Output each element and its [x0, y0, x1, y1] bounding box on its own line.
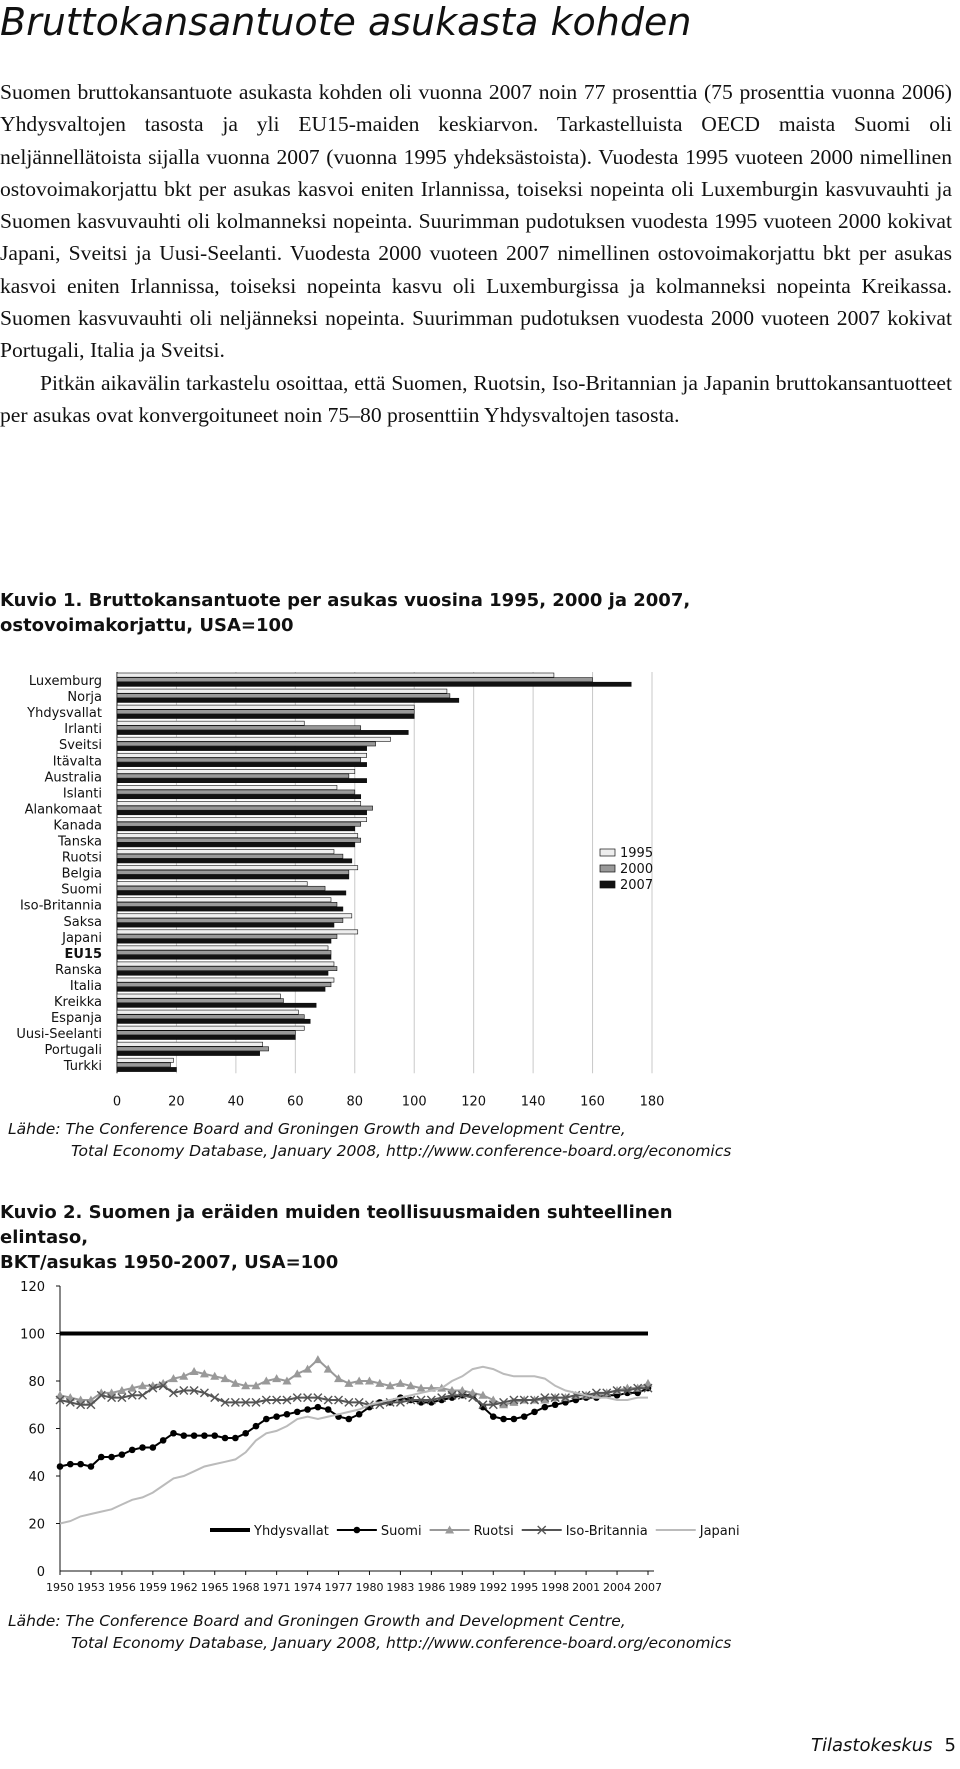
- bar-ranska-1995: [117, 962, 334, 966]
- x-tick-label-60: 60: [287, 1094, 304, 1110]
- y-tick-label-120: 120: [20, 1280, 45, 1295]
- x-tick-label-1971: 1971: [262, 1581, 291, 1594]
- point-suomi-1994: [511, 1416, 518, 1423]
- bar-kanada-2000: [117, 822, 361, 826]
- bar-espanja-2000: [117, 1015, 304, 1019]
- legend-item-iso-britannia: [522, 1524, 648, 1539]
- category-label-portugali: Portugali: [44, 1043, 102, 1059]
- x-tick-label-2007: 2007: [634, 1581, 662, 1594]
- bar-belgia-1995: [117, 866, 358, 870]
- bar-saksa-1995: [117, 914, 352, 918]
- bar-ruotsi-2000: [117, 854, 343, 858]
- figure-2-source-line-2: Total Economy Database, January 2008, http://www.conference-board.org/economics: [71, 1634, 732, 1652]
- y-tick-label-60: 60: [28, 1422, 45, 1438]
- x-tick-label-1956: 1956: [107, 1581, 136, 1594]
- category-label-alankomaat: Alankomaat: [24, 802, 102, 818]
- bar-uusi-seelanti-2000: [117, 1031, 295, 1035]
- x-tick-label-1965: 1965: [200, 1581, 229, 1594]
- figure-1-caption: [0, 588, 760, 638]
- legend-item-ruotsi: [430, 1524, 514, 1539]
- bar-saksa-2007: [117, 923, 334, 927]
- bar-japani-1995: [117, 930, 358, 934]
- bar-iso-britannia-1995: [117, 898, 331, 902]
- legend-label-2000: 2000: [620, 862, 654, 877]
- bar-uusi-seelanti-1995: [117, 1026, 304, 1030]
- point-suomi-1993: [500, 1416, 507, 1423]
- point-suomi-1957: [129, 1447, 136, 1454]
- bar-iso-britannia-2007: [117, 907, 343, 911]
- bar-turkki-2007: [117, 1067, 176, 1071]
- legend-item-japani: [656, 1524, 740, 1539]
- bar-belgia-2000: [117, 870, 349, 874]
- line-suomi: [60, 1388, 648, 1466]
- bar-islanti-2000: [117, 790, 355, 794]
- category-label-espanja: Espanja: [50, 1011, 102, 1027]
- point-suomi-1970: [263, 1416, 270, 1423]
- x-tick-label-1992: 1992: [479, 1581, 508, 1594]
- point-suomi-1966: [222, 1435, 229, 1442]
- legend-swatch-1995: [600, 849, 615, 856]
- bar-saksa-2000: [117, 918, 343, 922]
- legend-swatch-2000: [600, 865, 615, 872]
- point-ruotsi-1963: [190, 1367, 199, 1375]
- legend-item-suomi: [337, 1524, 422, 1539]
- bar-turkki-1995: [117, 1058, 173, 1062]
- x-tick-label-1998: 1998: [541, 1581, 570, 1594]
- category-label-irlanti: Irlanti: [64, 722, 102, 738]
- point-suomi-1962: [180, 1432, 187, 1439]
- bar-japani-2000: [117, 934, 337, 938]
- bar-yhdysvallat-1995: [117, 705, 414, 709]
- x-tick-label-20: 20: [168, 1094, 185, 1110]
- point-ruotsi-1975: [313, 1355, 322, 1363]
- x-tick-label-160: 160: [580, 1094, 605, 1110]
- x-tick-label-1989: 1989: [448, 1581, 477, 1594]
- category-label-australia: Australia: [44, 770, 102, 786]
- bar-suomi-2000: [117, 886, 325, 890]
- bar-ruotsi-1995: [117, 850, 334, 854]
- x-tick-label-1959: 1959: [138, 1581, 167, 1594]
- point-suomi-1995: [521, 1413, 528, 1420]
- x-tick-label-2004: 2004: [603, 1581, 632, 1594]
- point-suomi-1998: [552, 1401, 559, 1408]
- x-tick-label-100: 100: [401, 1094, 427, 1110]
- point-suomi-1959: [150, 1444, 157, 1451]
- bar-italia-2007: [117, 987, 325, 991]
- footer-publisher: Tilastokeskus: [810, 1735, 933, 1756]
- bar-tanska-2007: [117, 843, 355, 847]
- bar-eu15-2007: [117, 955, 331, 959]
- bar-kanada-1995: [117, 817, 367, 821]
- bar-eu15-2000: [117, 950, 331, 954]
- bar-norja-1995: [117, 689, 447, 693]
- point-suomi-1963: [191, 1432, 198, 1439]
- legend-label-2007: 2007: [620, 878, 654, 893]
- point-suomi-1975: [315, 1404, 322, 1411]
- bar-irlanti-2007: [117, 730, 408, 734]
- legend-swatch-2007: [600, 881, 615, 888]
- bar-it-valta-1995: [117, 753, 367, 757]
- point-suomi-1961: [170, 1430, 177, 1437]
- legend-item-yhdysvallat: [210, 1524, 329, 1539]
- bar-espanja-1995: [117, 1010, 298, 1014]
- bar-ruotsi-2007: [117, 859, 352, 863]
- category-label-norja: Norja: [67, 690, 102, 706]
- paragraph-2: Pitkän aikavälin tarkastelu osoittaa, että Suomen, Ruotsin, Iso-Britannian ja Japanin bruttokansantuotteet per asukas ovat konvergoituneet noin 75–80 prosenttiin Yhdysvaltojen tasosta.: [0, 370, 952, 427]
- page-number: 5: [944, 1735, 956, 1756]
- point-suomi-1956: [119, 1451, 126, 1458]
- category-label-italia: Italia: [69, 978, 102, 994]
- line-chart: [0, 1265, 960, 1595]
- body-text: [0, 76, 952, 431]
- point-suomi-1972: [284, 1411, 291, 1418]
- bar-eu15-1995: [117, 946, 328, 950]
- figure-2-source: [8, 1610, 948, 1654]
- x-tick-label-140: 140: [520, 1094, 546, 1110]
- point-suomi-1974: [304, 1406, 311, 1413]
- figure-2-source-line-1: Lähde: The Conference Board and Groningen Growth and Development Centre,: [8, 1612, 626, 1630]
- x-tick-label-1977: 1977: [324, 1581, 353, 1594]
- bar-norja-2007: [117, 698, 459, 702]
- x-tick-label-1983: 1983: [386, 1581, 415, 1594]
- x-tick-label-1953: 1953: [76, 1581, 105, 1594]
- bar-tanska-2000: [117, 838, 361, 842]
- point-suomi-1958: [139, 1444, 146, 1451]
- bar-suomi-2007: [117, 891, 346, 895]
- bar-alankomaat-2000: [117, 806, 373, 810]
- point-suomi-1976: [325, 1406, 332, 1413]
- bar-kanada-2007: [117, 827, 355, 831]
- point-suomi-1965: [211, 1432, 218, 1439]
- point-suomi-1997: [542, 1404, 549, 1411]
- y-tick-label-100: 100: [20, 1327, 45, 1343]
- point-suomi-1964: [201, 1432, 208, 1439]
- point-suomi-1973: [294, 1409, 301, 1416]
- category-label-it-valta: Itävalta: [52, 754, 102, 770]
- bar-portugali-2007: [117, 1051, 260, 1055]
- x-tick-label-80: 80: [346, 1094, 364, 1110]
- point-suomi-1971: [273, 1413, 280, 1420]
- category-label-eu15: EU15: [64, 946, 102, 962]
- category-label-ruotsi: Ruotsi: [61, 850, 102, 866]
- bar-italia-1995: [117, 978, 334, 982]
- category-label-luxemburg: Luxemburg: [28, 674, 102, 690]
- category-label-tanska: Tanska: [57, 834, 102, 850]
- bar-sveitsi-2007: [117, 746, 367, 750]
- page-title: Bruttokansantuote asukasta kohden: [0, 0, 692, 44]
- point-suomi-1979: [356, 1411, 363, 1418]
- bar-irlanti-1995: [117, 721, 304, 725]
- x-tick-label-0: 0: [112, 1094, 122, 1110]
- figure-1-source-line-1: Lähde: The Conference Board and Groningen Growth and Development Centre,: [8, 1120, 626, 1138]
- point-suomi-1955: [108, 1454, 115, 1461]
- x-tick-label-1962: 1962: [169, 1581, 198, 1594]
- category-label-japani: Japani: [62, 930, 102, 946]
- figure-2-caption: [0, 1200, 760, 1275]
- x-tick-label-1995: 1995: [510, 1581, 539, 1594]
- category-label-saksa: Saksa: [63, 914, 102, 930]
- x-tick-label-1950: 1950: [46, 1581, 74, 1594]
- y-tick-label-0: 0: [36, 1565, 45, 1580]
- legend-label-yhdysvallat: Yhdysvallat: [254, 1524, 329, 1539]
- bar-chart: [0, 655, 960, 1115]
- bar-uusi-seelanti-2007: [117, 1035, 295, 1039]
- bar-portugali-1995: [117, 1042, 263, 1046]
- bar-norja-2000: [117, 694, 450, 698]
- x-tick-label-40: 40: [227, 1094, 245, 1110]
- bar-it-valta-2007: [117, 762, 367, 766]
- bar-espanja-2007: [117, 1019, 310, 1023]
- category-label-sveitsi: Sveitsi: [58, 738, 102, 754]
- bar-turkki-2000: [117, 1063, 171, 1067]
- category-label-kreikka: Kreikka: [54, 995, 102, 1011]
- bar-luxemburg-1995: [117, 673, 554, 677]
- figure-1-source: [8, 1118, 948, 1162]
- bar-kreikka-2000: [117, 999, 283, 1003]
- figure-1-caption-line-2: ostovoimakorjattu, USA=100: [0, 615, 294, 636]
- point-suomi-1960: [160, 1437, 167, 1444]
- category-label-islanti: Islanti: [62, 786, 102, 802]
- legend-label-iso-britannia: Iso-Britannia: [565, 1524, 648, 1539]
- point-iso-britannia-1965: [211, 1394, 219, 1402]
- point-suomi-1969: [253, 1423, 260, 1430]
- y-tick-label-80: 80: [28, 1375, 45, 1390]
- point-suomi-1978: [346, 1416, 353, 1423]
- bar-yhdysvallat-2007: [117, 714, 414, 718]
- point-suomi-1967: [232, 1435, 239, 1442]
- legend-label-suomi: Suomi: [380, 1524, 422, 1539]
- category-label-belgia: Belgia: [61, 866, 102, 882]
- bar-ranska-2000: [117, 967, 337, 971]
- bar-luxemburg-2000: [117, 678, 593, 682]
- x-tick-label-1974: 1974: [293, 1581, 322, 1594]
- bar-ranska-2007: [117, 971, 328, 975]
- bar-kreikka-1995: [117, 994, 280, 998]
- point-suomi-1954: [98, 1454, 105, 1461]
- y-tick-label-20: 20: [28, 1517, 45, 1533]
- bar-australia-2000: [117, 774, 349, 778]
- bar-portugali-2000: [117, 1047, 269, 1051]
- point-suomi-1952: [77, 1461, 84, 1468]
- bar-it-valta-2000: [117, 758, 361, 762]
- bar-irlanti-2000: [117, 726, 361, 730]
- category-label-uusi-seelanti: Uusi-Seelanti: [16, 1027, 102, 1043]
- point-suomi-1951: [67, 1461, 74, 1468]
- point-ruotsi-1983: [396, 1379, 405, 1387]
- bar-islanti-1995: [117, 785, 337, 789]
- category-label-ranska: Ranska: [55, 962, 102, 978]
- point-suomi-1992: [490, 1413, 497, 1420]
- legend-label-1995: 1995: [620, 846, 654, 861]
- x-tick-label-1968: 1968: [231, 1581, 260, 1594]
- bar-suomi-1995: [117, 882, 307, 886]
- category-label-yhdysvallat: Yhdysvallat: [27, 706, 102, 722]
- point-suomi-1950: [57, 1463, 64, 1470]
- bar-alankomaat-1995: [117, 801, 361, 805]
- figure-1-source-line-2: Total Economy Database, January 2008, http://www.conference-board.org/economics: [71, 1142, 732, 1160]
- figure-2-caption-line-2: BKT/asukas 1950-2007, USA=100: [0, 1252, 339, 1273]
- bar-sveitsi-2000: [117, 742, 376, 746]
- figure-2-caption-line-1: Kuvio 2. Suomen ja eräiden muiden teollisuusmaiden suhteellinen elintaso,: [0, 1202, 673, 1248]
- bar-luxemburg-2007: [117, 682, 631, 686]
- point-suomi-1968: [242, 1430, 249, 1437]
- category-label-turkki: Turkki: [63, 1059, 102, 1075]
- bar-alankomaat-2007: [117, 811, 367, 815]
- point-suomi-1996: [531, 1409, 538, 1416]
- x-tick-label-120: 120: [461, 1094, 487, 1110]
- legend-marker-suomi: [354, 1527, 361, 1534]
- category-label-kanada: Kanada: [53, 818, 102, 834]
- x-tick-label-1986: 1986: [417, 1581, 446, 1594]
- page-footer: [811, 1735, 956, 1756]
- category-label-iso-britannia: Iso-Britannia: [19, 898, 102, 914]
- point-suomi-1953: [88, 1463, 95, 1470]
- legend-label-ruotsi: Ruotsi: [473, 1524, 514, 1539]
- bar-japani-2007: [117, 939, 331, 943]
- bar-tanska-1995: [117, 834, 358, 838]
- bar-australia-1995: [117, 769, 355, 773]
- bar-islanti-2007: [117, 795, 361, 799]
- legend-label-japani: Japani: [699, 1524, 740, 1539]
- bar-yhdysvallat-2000: [117, 710, 414, 714]
- bar-kreikka-2007: [117, 1003, 316, 1007]
- point-ruotsi-1971: [272, 1374, 281, 1382]
- bar-belgia-2007: [117, 875, 349, 879]
- bar-sveitsi-1995: [117, 737, 390, 741]
- category-label-suomi: Suomi: [61, 882, 102, 898]
- bar-australia-2007: [117, 779, 367, 783]
- figure-1-caption-line-1: Kuvio 1. Bruttokansantuote per asukas vuosina 1995, 2000 ja 2007,: [0, 590, 691, 611]
- bar-iso-britannia-2000: [117, 902, 337, 906]
- y-tick-label-40: 40: [28, 1470, 45, 1485]
- bar-italia-2000: [117, 983, 331, 987]
- paragraph-1: Suomen bruttokansantuote asukasta kohden oli vuonna 2007 noin 77 prosenttia (75 prosenttia vuonna 2006) Yhdysvaltojen tasosta ja yli EU15-maiden keskiarvon. Tarkastelluista OECD maista Suomi oli neljännellätoista sijalla vuonna 2007 (vuonna 1995 yhdeksästoista). Vuodesta 1995 vuoteen 2000 nimellinen ostovoimakorjattu bkt per asukas kasvoi eniten Irlannissa, toiseksi nopeinta oli Luxemburgin kasvuvauhti ja Suomen kasvuvauhti oli kolmanneksi nopeinta. Suurimman pudotuksen vuodesta 1995 vuoteen 2000 kokivat Japani, Sveitsi ja Uusi-Seelanti. Vuodesta 2000 vuoteen 2007 nimellinen ostovoimakorjattu bkt per asukas kasvoi eniten Irlannissa, toiseksi nopeinta kasvu oli Luxemburgissa ja kolmanneksi nopeinta Kreikassa. Suomen kasvuvauhti oli neljänneksi nopeinta. Suurimman pudotuksen vuodesta 2000 vuoteen 2007 kokivat Portugali, Italia ja Sveitsi.: [0, 80, 952, 363]
- x-tick-label-180: 180: [639, 1094, 665, 1110]
- x-tick-label-2001: 2001: [572, 1581, 601, 1594]
- x-tick-label-1980: 1980: [355, 1581, 384, 1594]
